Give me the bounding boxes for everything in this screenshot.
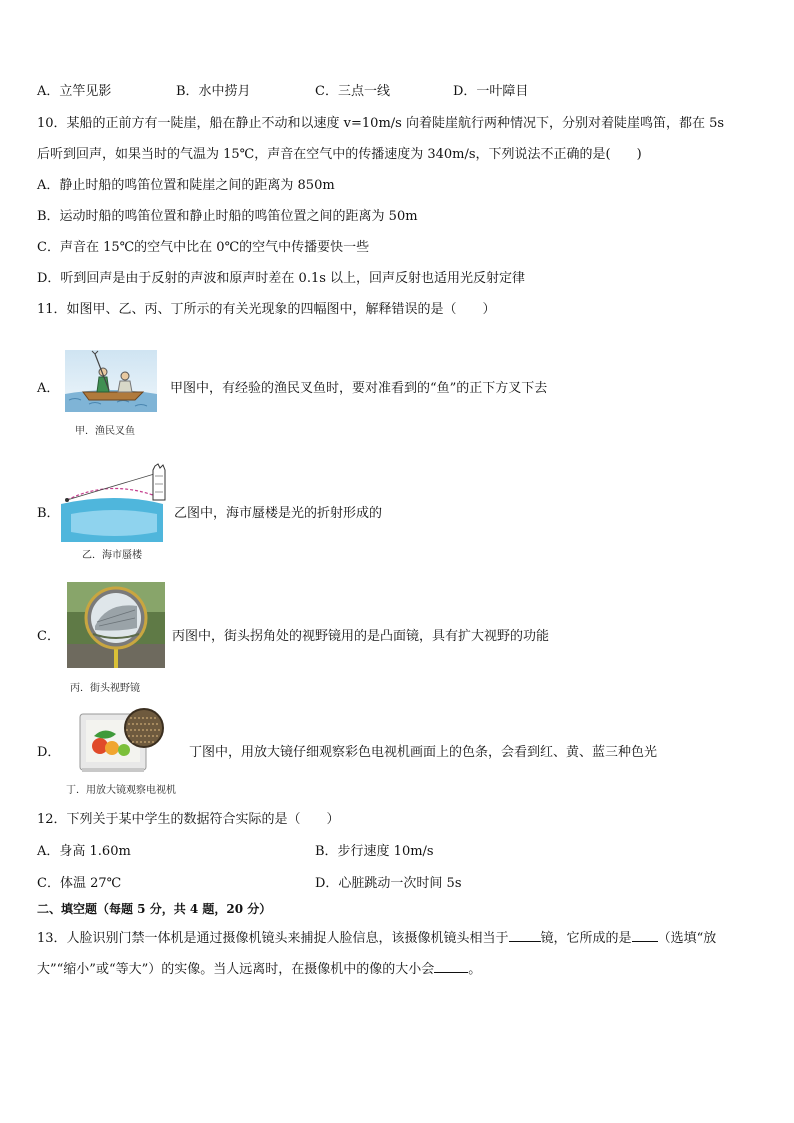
q10-stem-line1: 10．某船的正前方有一陡崖，船在静止不动和以速度 v=10m/s 向着陡崖航行两种情况下，分别对着陡崖鸣笛，都在 5s xyxy=(37,116,725,131)
q11-option-c-label: C． xyxy=(37,629,60,644)
q13-blank-2[interactable] xyxy=(632,929,658,942)
q11-option-b-text: 乙图中，海市蜃楼是光的折射形成的 xyxy=(174,506,383,521)
q10-option-b: B．运动时船的鸣笛位置和静止时船的鸣笛位置之间的距离为 50m xyxy=(37,209,418,224)
q13-text-part2: 镜，它所成的是 xyxy=(540,931,632,946)
q13-text-part4: 大”“缩小”或“等大”）的实像。当人远离时，在摄像机中的像的大小会 xyxy=(37,962,435,977)
q11-option-d-label: D． xyxy=(37,745,61,760)
q12-option-d: D．心脏跳动一次时间 5s xyxy=(315,876,462,891)
q9-option-c: C．三点一线 xyxy=(315,84,390,99)
q12-option-a: A．身高 1.60m xyxy=(37,844,131,859)
q9-option-b: B．水中捞月 xyxy=(176,84,251,99)
q10-option-d: D．听到回声是由于反射的声波和原声时差在 0.1s 以上，回声反射也适用光反射定律 xyxy=(37,271,526,286)
q11-option-d-text: 丁图中，用放大镜仔细观察彩色电视机画面上的色条，会看到红、黄、蓝三种色光 xyxy=(189,745,658,760)
q13-line1 xyxy=(37,929,716,947)
section-heading-fill-in-blank: 二、填空题（每题 5 分，共 4 题，20 分） xyxy=(37,902,272,916)
q11-option-a-text: 甲图中，有经验的渔民叉鱼时，要对准看到的“鱼”的正下方叉下去 xyxy=(170,381,548,396)
q12-option-b: B．步行速度 10m/s xyxy=(315,844,434,859)
q13-blank-1[interactable] xyxy=(509,929,541,942)
q13-line2 xyxy=(37,960,481,978)
q13-blank-3[interactable] xyxy=(434,960,468,973)
q11-stem: 11．如图甲、乙、丙、丁所示的有关光现象的四幅图中，解释错误的是（ ） xyxy=(37,302,496,317)
q9-option-a: A．立竿见影 xyxy=(37,84,112,99)
q13-text-part5: 。 xyxy=(468,962,482,977)
q11-option-a-label: A． xyxy=(37,381,60,396)
q10-option-a: A．静止时船的鸣笛位置和陡崖之间的距离为 850m xyxy=(37,178,335,193)
q13-text-part1: 13．人脸识别门禁一体机是通过摄像机镜头来捕捉人脸信息，该摄像机镜头相当于 xyxy=(37,931,509,946)
q12-stem: 12．下列关于某中学生的数据符合实际的是（ ） xyxy=(37,812,340,827)
magnifier-tv-image xyxy=(78,708,166,776)
mirage-image xyxy=(61,462,169,542)
q13-text-part3: （选填“放 xyxy=(657,931,717,946)
q11-figure-c-caption: 丙．街头视野镜 xyxy=(70,683,140,694)
q9-option-d: D．一叶障目 xyxy=(453,84,529,99)
q11-option-c-text: 丙图中，街头拐角处的视野镜用的是凸面镜，具有扩大视野的功能 xyxy=(172,629,550,644)
q10-stem-line2: 后听到回声，如果当时的气温为 15℃，声音在空气中的传播速度为 340m/s，下列说法不正确的是( ) xyxy=(37,147,642,162)
q11-figure-b-caption: 乙．海市蜃楼 xyxy=(82,550,142,561)
q11-figure-d-caption: 丁．用放大镜观察电视机 xyxy=(66,785,176,796)
fisherman-image xyxy=(65,350,157,412)
convex-mirror-image xyxy=(67,582,165,668)
q10-option-c: C．声音在 15℃的空气中比在 0℃的空气中传播要快一些 xyxy=(37,240,370,255)
q11-figure-a-caption: 甲．渔民叉鱼 xyxy=(75,426,135,437)
q12-option-c: C．体温 27℃ xyxy=(37,876,122,891)
q11-option-b-label: B． xyxy=(37,506,60,521)
